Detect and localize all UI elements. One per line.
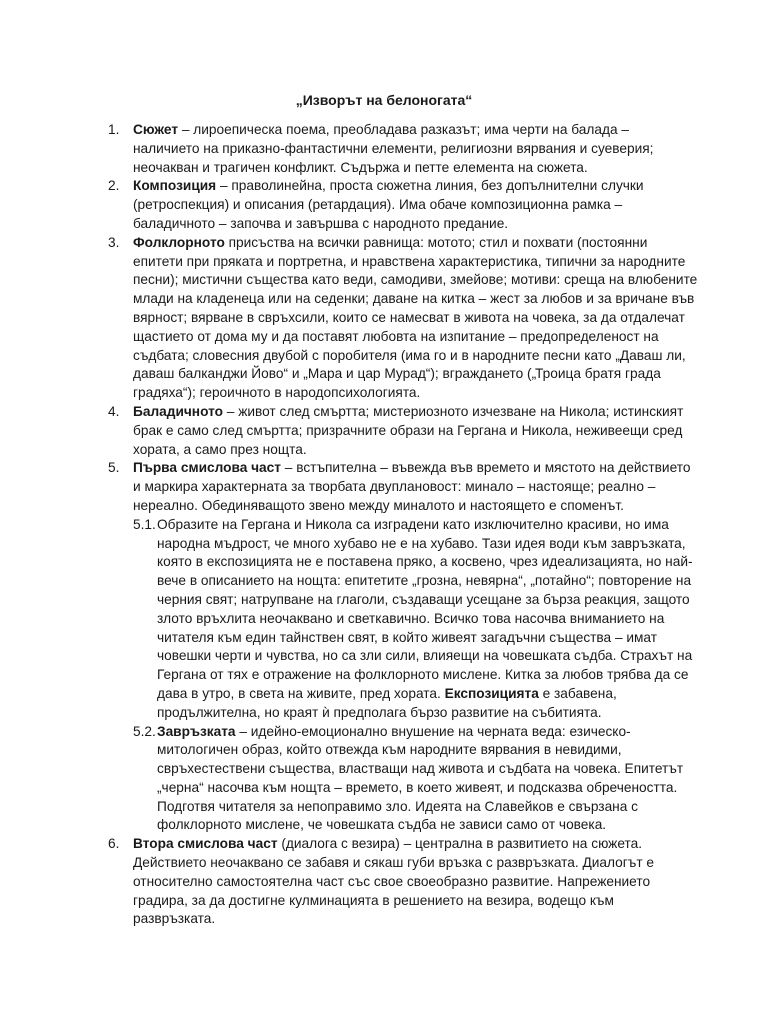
sub-item-number: 5.2.: [133, 723, 156, 739]
item-number: 6.: [108, 836, 120, 852]
list-item-6: [108, 835, 698, 929]
sub-item-text: – идейно-емоционално внушение на черната веда: езическо-митологичен образ, който отвежда към народните вярвания в невидими, свръхестествени същества, властващи над живота и съдбата на човека. Епитетът „черна“ насочва към нощта – времето, в което живеят, и подсказва обречеността. Подготвя читателя за непоправимо зло. Идеята на Славейков е свързана с фолклорното мислене, че човешката съдба не зависи само от човека.: [157, 723, 684, 833]
item-number: 1.: [108, 122, 120, 137]
sub-item-term: Експозицията: [444, 685, 539, 701]
item-number: 3.: [108, 234, 120, 250]
list-item-1: [108, 121, 698, 177]
item-text: – встъпителна – въвежда във времето и мястото на действието и маркира характерната за творбата двуплановост: минало – настояще; реално – нереално. Обединяващото звено между миналото и настоящето е споменът.: [133, 460, 691, 513]
item-term: Фолклорното: [133, 234, 225, 250]
item-text: (диалога с везира) – централна в развитието на сюжета. Действието неочаквано се забавя и сякаш губи връзка с развръзката. Диалогът е относително самостоятелна част със свое своеобразно развитие. Напрежението градира, за да достигне кулминацията в решението на везира, водещо към развръзката.: [133, 836, 655, 927]
document-title: „Изворът на белоногата“: [295, 92, 473, 108]
list-item-5: [108, 459, 698, 515]
item-term: Първа смислова част: [133, 460, 281, 476]
item-term: Композиция: [133, 178, 217, 194]
document-body: [108, 121, 698, 929]
item-text: – живот след смъртта; мистериозното изчезване на Никола; истинският брак е само след смъртта; призрачните образи на Гергана и Никола, неживеещи сред хората, а само през нощта.: [133, 403, 684, 457]
sub-item-5-2: [108, 723, 698, 836]
item-term: Сюжет: [133, 122, 179, 137]
item-text: – праволинейна, проста сюжетна линия, без допълнителни случки (ретроспекция) и описания (ретардация). Има обаче композиционна рамка – баладичното – започва и завършва с народното предание.: [133, 178, 644, 231]
sub-item-text: Образите на Гергана и Никола са изградени като изключително красиви, но има народна мъдрост, че много хубаво не е на хубаво. Тази идея води към завръзката, която в експозицията не е поставена пряко, а косвено, чрез идеализацията, но най-вече в описанието на нощта: епитетите „грозна, невярна“, „потайно“; повторение на черния свят; натрупване на глаголи, създаващи усещане за бърза реакция, защото злото връхлита неочаквано и светкавично. Всичко това насочва вниманието на читателя към един тайнствен свят, в който живеят загадъчни същества – имат човешки черти и чувства, но са зли сили, влияещи на човешката съдба. Страхът на Гергана от тях е отражение на фолклорното мислене. Китка за любов трябва да се дава в утро, в света на живите, пред хората.: [157, 516, 693, 701]
item-number: 4.: [108, 403, 120, 419]
item-number: 5.: [108, 460, 120, 476]
item-number: 2.: [108, 178, 120, 194]
sub-item-term: Завръзката: [157, 723, 236, 739]
list-item-2: [108, 177, 698, 233]
list-item-3: [108, 234, 698, 403]
item-text: присъства на всички равнища: мотото; стил и похвати (постоянни епитети при пряката и портретна, и нравствена характеристика, типични за народните песни); мистични същества като веди, самодиви, змейове; мотиви: среща на влюбените млади на кладенеца или на седенки; даване на китка – жест за любов и за вричане във вярност; вярване в свръхсили, които се намесват в живота на човека, за да отдалечат щастието от дома му и да поставят любовта на изпитание – предопределеност на съдбата; словесния двубой с поробителя (има го и в народните песни като „Даваш ли, даваш балканджи Йово“ и „Мара и цар Мурад“); вграждането („Троица братя града градяха“); героичното в народопсихологията.: [133, 234, 698, 401]
sub-item-number: 5.1.: [133, 516, 156, 532]
sub-item-text-end: е забавена, продължителна, но краят ѝ предполага бързо развитие на събитията.: [157, 685, 617, 720]
list-item-4: [108, 403, 698, 459]
item-text: – лироепическа поема, преобладава разказът; има черти на балада – наличието на приказно-фантастични елементи, религиозни вярвания и суеверия; неочакван и трагичен конфликт. Съдържа и петте елемента на сюжета.: [133, 122, 654, 175]
item-term: Баладичното: [133, 403, 223, 419]
item-term: Втора смислова част: [133, 836, 278, 852]
sub-item-5-1: [108, 516, 698, 723]
